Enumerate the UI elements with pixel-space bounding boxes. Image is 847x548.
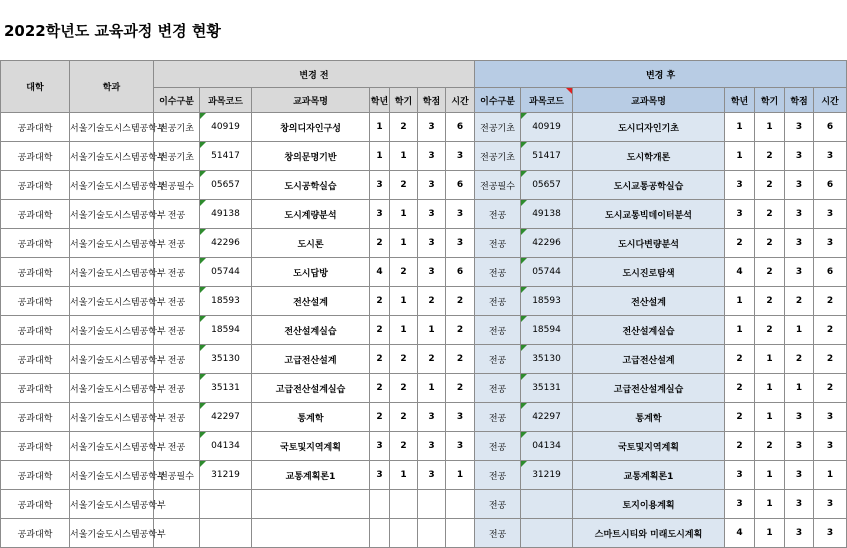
header-after-credits[interactable]: 학점: [785, 88, 814, 113]
header-after-hours[interactable]: 시간: [814, 88, 847, 113]
cell-before-grade[interactable]: 1: [370, 113, 390, 142]
cell-college[interactable]: 공과대학: [1, 287, 70, 316]
cell-after-grade[interactable]: 1: [725, 113, 755, 142]
cell-after-hours[interactable]: 3: [814, 200, 847, 229]
cell-after-category[interactable]: 전공: [475, 403, 521, 432]
cell-before-course[interactable]: 창의문명기반: [252, 142, 370, 171]
cell-before-credits[interactable]: 3: [418, 403, 446, 432]
table-row: [1, 490, 847, 519]
table-row: [1, 374, 847, 403]
cell-after-code[interactable]: 40919: [521, 113, 573, 142]
cell-after-semester[interactable]: 2: [755, 229, 785, 258]
cell-after-hours[interactable]: 3: [814, 403, 847, 432]
cell-after-hours[interactable]: 2: [814, 316, 847, 345]
cell-after-course[interactable]: 고급전산설계실습: [573, 374, 725, 403]
header-after-semester[interactable]: 학기: [755, 88, 785, 113]
cell-before-hours[interactable]: 6: [446, 113, 475, 142]
cell-after-course[interactable]: 국토및지역계획: [573, 432, 725, 461]
cell-before-credits[interactable]: 2: [418, 287, 446, 316]
cell-before-semester[interactable]: 2: [390, 374, 418, 403]
cell-after-code[interactable]: 42297: [521, 403, 573, 432]
cell-before-semester[interactable]: [390, 490, 418, 519]
cell-department[interactable]: 서울기술도시스템공학부: [70, 287, 154, 316]
cell-after-course[interactable]: 교통계획론1: [573, 461, 725, 490]
header-before-grade[interactable]: 학년: [370, 88, 390, 113]
cell-before-credits[interactable]: 3: [418, 229, 446, 258]
cell-after-course[interactable]: 고급전산설계: [573, 345, 725, 374]
cell-college[interactable]: 공과대학: [1, 229, 70, 258]
cell-before-hours[interactable]: [446, 519, 475, 548]
cell-after-category[interactable]: 전공: [475, 287, 521, 316]
cell-before-grade[interactable]: 3: [370, 432, 390, 461]
cell-after-course[interactable]: 통계학: [573, 403, 725, 432]
cell-before-category[interactable]: 전공: [154, 229, 200, 258]
cell-before-semester[interactable]: 1: [390, 287, 418, 316]
cell-after-credits[interactable]: 1: [785, 374, 814, 403]
cell-after-code[interactable]: 18594: [521, 316, 573, 345]
cell-before-credits[interactable]: 3: [418, 432, 446, 461]
cell-after-hours[interactable]: 6: [814, 258, 847, 287]
table-row: [1, 229, 847, 258]
cell-before-hours[interactable]: 2: [446, 316, 475, 345]
cell-after-code[interactable]: 42296: [521, 229, 573, 258]
cell-after-category[interactable]: 전공: [475, 316, 521, 345]
cell-before-credits[interactable]: 3: [418, 461, 446, 490]
cell-before-grade[interactable]: 3: [370, 200, 390, 229]
cell-before-course[interactable]: 교통계획론1: [252, 461, 370, 490]
cell-before-course[interactable]: [252, 490, 370, 519]
cell-before-category[interactable]: [154, 490, 200, 519]
cell-after-semester[interactable]: 2: [755, 171, 785, 200]
header-before-code[interactable]: 과목코드: [200, 88, 252, 113]
cell-before-category[interactable]: 전공필수: [154, 171, 200, 200]
cell-before-course[interactable]: 도시계량분석: [252, 200, 370, 229]
cell-before-hours[interactable]: 1: [446, 461, 475, 490]
header-before-group[interactable]: 변경 전: [154, 61, 475, 88]
table-row: [1, 345, 847, 374]
cell-college[interactable]: 공과대학: [1, 432, 70, 461]
cell-after-code[interactable]: 18593: [521, 287, 573, 316]
header-before-semester[interactable]: 학기: [390, 88, 418, 113]
table-row: [1, 432, 847, 461]
cell-after-hours[interactable]: 3: [814, 229, 847, 258]
cell-before-semester[interactable]: 2: [390, 403, 418, 432]
cell-before-category[interactable]: 전공: [154, 258, 200, 287]
cell-before-grade[interactable]: [370, 490, 390, 519]
cell-after-semester[interactable]: 2: [755, 258, 785, 287]
cell-after-semester[interactable]: 2: [755, 316, 785, 345]
cell-after-hours[interactable]: 3: [814, 519, 847, 548]
cell-college[interactable]: 공과대학: [1, 519, 70, 548]
cell-after-category[interactable]: 전공: [475, 200, 521, 229]
cell-after-credits[interactable]: 3: [785, 258, 814, 287]
cell-before-course[interactable]: [252, 519, 370, 548]
cell-after-semester[interactable]: 1: [755, 461, 785, 490]
cell-before-code[interactable]: 18593: [200, 287, 252, 316]
cell-before-category[interactable]: 전공기초: [154, 142, 200, 171]
cell-department[interactable]: 서울기술도시스템공학부: [70, 258, 154, 287]
cell-college[interactable]: 공과대학: [1, 490, 70, 519]
cell-after-hours[interactable]: 3: [814, 490, 847, 519]
cell-after-grade[interactable]: 3: [725, 171, 755, 200]
cell-before-semester[interactable]: 2: [390, 171, 418, 200]
cell-after-hours[interactable]: 3: [814, 432, 847, 461]
table-row: [1, 258, 847, 287]
cell-after-grade[interactable]: 4: [725, 519, 755, 548]
cell-before-code[interactable]: 51417: [200, 142, 252, 171]
cell-after-code[interactable]: 05657: [521, 171, 573, 200]
cell-college[interactable]: 공과대학: [1, 258, 70, 287]
cell-after-semester[interactable]: 2: [755, 200, 785, 229]
cell-before-grade[interactable]: 3: [370, 171, 390, 200]
cell-department[interactable]: 서울기술도시스템공학부: [70, 171, 154, 200]
cell-college[interactable]: 공과대학: [1, 171, 70, 200]
cell-before-code[interactable]: 31219: [200, 461, 252, 490]
cell-before-course[interactable]: 전산설계: [252, 287, 370, 316]
cell-before-code[interactable]: 04134: [200, 432, 252, 461]
cell-before-semester[interactable]: [390, 519, 418, 548]
cell-after-code[interactable]: 04134: [521, 432, 573, 461]
cell-after-hours[interactable]: 3: [814, 142, 847, 171]
cell-after-course[interactable]: 도시다변량분석: [573, 229, 725, 258]
cell-before-code[interactable]: 05744: [200, 258, 252, 287]
cell-after-semester[interactable]: 1: [755, 113, 785, 142]
cell-after-credits[interactable]: 3: [785, 171, 814, 200]
cell-after-credits[interactable]: 3: [785, 461, 814, 490]
cell-before-grade[interactable]: 2: [370, 345, 390, 374]
cell-before-credits[interactable]: 2: [418, 345, 446, 374]
cell-before-category[interactable]: 전공: [154, 287, 200, 316]
cell-after-credits[interactable]: 3: [785, 200, 814, 229]
curriculum-change-table: [0, 60, 847, 548]
header-after-course[interactable]: 교과목명: [573, 88, 725, 113]
cell-before-hours[interactable]: 2: [446, 345, 475, 374]
cell-after-code[interactable]: 49138: [521, 200, 573, 229]
cell-before-semester[interactable]: 2: [390, 432, 418, 461]
cell-before-hours[interactable]: [446, 490, 475, 519]
cell-after-code[interactable]: 51417: [521, 142, 573, 171]
cell-before-code[interactable]: 42296: [200, 229, 252, 258]
cell-after-category[interactable]: 전공필수: [475, 171, 521, 200]
cell-before-code[interactable]: 05657: [200, 171, 252, 200]
cell-before-code[interactable]: 42297: [200, 403, 252, 432]
cell-after-hours[interactable]: 1: [814, 461, 847, 490]
cell-before-credits[interactable]: 3: [418, 258, 446, 287]
cell-after-course[interactable]: 도시교통공학실습: [573, 171, 725, 200]
cell-before-code[interactable]: 49138: [200, 200, 252, 229]
cell-department[interactable]: 서울기술도시스템공학부: [70, 229, 154, 258]
cell-after-grade[interactable]: 2: [725, 229, 755, 258]
cell-after-category[interactable]: 전공: [475, 432, 521, 461]
cell-after-code[interactable]: [521, 519, 573, 548]
cell-before-grade[interactable]: 2: [370, 403, 390, 432]
cell-after-hours[interactable]: 6: [814, 113, 847, 142]
table-row: [1, 287, 847, 316]
cell-before-course[interactable]: 고급전산설계실습: [252, 374, 370, 403]
cell-after-course[interactable]: 도시교통빅데이터분석: [573, 200, 725, 229]
cell-before-semester[interactable]: 1: [390, 461, 418, 490]
table-row: [1, 142, 847, 171]
cell-after-semester[interactable]: 2: [755, 287, 785, 316]
cell-department[interactable]: 서울기술도시스템공학부: [70, 461, 154, 490]
cell-after-code[interactable]: 35130: [521, 345, 573, 374]
cell-before-credits[interactable]: 1: [418, 316, 446, 345]
cell-department[interactable]: 서울기술도시스템공학부: [70, 519, 154, 548]
cell-college[interactable]: 공과대학: [1, 461, 70, 490]
cell-before-course[interactable]: 국토및지역계획: [252, 432, 370, 461]
cell-before-code[interactable]: 40919: [200, 113, 252, 142]
cell-after-category[interactable]: 전공: [475, 461, 521, 490]
cell-after-category[interactable]: 전공: [475, 490, 521, 519]
cell-before-course[interactable]: 도시론: [252, 229, 370, 258]
cell-after-credits[interactable]: 1: [785, 316, 814, 345]
cell-after-credits[interactable]: 3: [785, 490, 814, 519]
cell-after-semester[interactable]: 1: [755, 345, 785, 374]
cell-after-grade[interactable]: 3: [725, 490, 755, 519]
cell-college[interactable]: 공과대학: [1, 142, 70, 171]
cell-before-category[interactable]: 전공: [154, 432, 200, 461]
cell-after-credits[interactable]: 2: [785, 345, 814, 374]
cell-after-grade[interactable]: 2: [725, 403, 755, 432]
cell-after-grade[interactable]: 4: [725, 258, 755, 287]
cell-before-semester[interactable]: 2: [390, 113, 418, 142]
table-row: [1, 316, 847, 345]
cell-before-credits[interactable]: 3: [418, 113, 446, 142]
cell-before-hours[interactable]: 6: [446, 171, 475, 200]
cell-college[interactable]: 공과대학: [1, 403, 70, 432]
cell-before-code[interactable]: 35131: [200, 374, 252, 403]
cell-after-course[interactable]: 전산설계: [573, 287, 725, 316]
cell-before-semester[interactable]: 2: [390, 258, 418, 287]
cell-after-credits[interactable]: 3: [785, 229, 814, 258]
cell-after-category[interactable]: 전공: [475, 258, 521, 287]
cell-after-grade[interactable]: 1: [725, 287, 755, 316]
cell-after-grade[interactable]: 1: [725, 316, 755, 345]
cell-department[interactable]: 서울기술도시스템공학부: [70, 113, 154, 142]
cell-after-semester[interactable]: 2: [755, 432, 785, 461]
cell-after-grade[interactable]: 2: [725, 374, 755, 403]
cell-before-grade[interactable]: 2: [370, 316, 390, 345]
table-row: [1, 519, 847, 548]
header-college[interactable]: 대학: [1, 61, 70, 113]
cell-department[interactable]: 서울기술도시스템공학부: [70, 142, 154, 171]
cell-before-grade[interactable]: 2: [370, 229, 390, 258]
cell-before-credits[interactable]: 3: [418, 142, 446, 171]
cell-before-grade[interactable]: 2: [370, 287, 390, 316]
cell-before-credits[interactable]: [418, 519, 446, 548]
header-department[interactable]: 학과: [70, 61, 154, 113]
cell-after-semester[interactable]: 1: [755, 374, 785, 403]
header-after-code[interactable]: 과목코드: [521, 88, 573, 113]
sheet-title: 2022학년도 교육과정 변경 현황: [4, 22, 221, 40]
cell-after-course[interactable]: 전산설계실습: [573, 316, 725, 345]
header-before-category[interactable]: 이수구분: [154, 88, 200, 113]
cell-college[interactable]: 공과대학: [1, 374, 70, 403]
cell-before-course[interactable]: 고급전산설계: [252, 345, 370, 374]
cell-after-hours[interactable]: 2: [814, 287, 847, 316]
cell-before-semester[interactable]: 1: [390, 316, 418, 345]
cell-before-grade[interactable]: 1: [370, 142, 390, 171]
cell-after-credits[interactable]: 2: [785, 287, 814, 316]
cell-after-category[interactable]: 전공: [475, 519, 521, 548]
cell-after-category[interactable]: 전공기초: [475, 113, 521, 142]
cell-before-category[interactable]: 전공: [154, 316, 200, 345]
cell-after-course[interactable]: 도시디자인기초: [573, 113, 725, 142]
cell-before-hours[interactable]: 3: [446, 200, 475, 229]
cell-department[interactable]: 서울기술도시스템공학부: [70, 316, 154, 345]
cell-before-category[interactable]: 전공: [154, 403, 200, 432]
cell-after-code[interactable]: 05744: [521, 258, 573, 287]
cell-before-semester[interactable]: 1: [390, 142, 418, 171]
cell-before-grade[interactable]: 4: [370, 258, 390, 287]
cell-before-hours[interactable]: 2: [446, 287, 475, 316]
header-before-credits[interactable]: 학점: [418, 88, 446, 113]
cell-after-credits[interactable]: 3: [785, 519, 814, 548]
cell-after-course[interactable]: 도시진로탐색: [573, 258, 725, 287]
header-after-grade[interactable]: 학년: [725, 88, 755, 113]
cell-before-semester[interactable]: 1: [390, 200, 418, 229]
cell-college[interactable]: 공과대학: [1, 345, 70, 374]
cell-before-semester[interactable]: 1: [390, 229, 418, 258]
cell-after-grade[interactable]: 3: [725, 461, 755, 490]
cell-before-code[interactable]: 35130: [200, 345, 252, 374]
cell-before-hours[interactable]: 3: [446, 229, 475, 258]
cell-before-category[interactable]: 전공기초: [154, 113, 200, 142]
table-row: [1, 461, 847, 490]
cell-before-category[interactable]: 전공: [154, 200, 200, 229]
cell-after-course[interactable]: 토지이용계획: [573, 490, 725, 519]
cell-before-hours[interactable]: 6: [446, 258, 475, 287]
cell-college[interactable]: 공과대학: [1, 113, 70, 142]
cell-before-semester[interactable]: 2: [390, 345, 418, 374]
cell-after-course[interactable]: 도시학개론: [573, 142, 725, 171]
cell-department[interactable]: 서울기술도시스템공학부: [70, 403, 154, 432]
cell-college[interactable]: 공과대학: [1, 316, 70, 345]
cell-after-grade[interactable]: 2: [725, 432, 755, 461]
header-after-category[interactable]: 이수구분: [475, 88, 521, 113]
cell-before-category[interactable]: 전공: [154, 374, 200, 403]
cell-before-code[interactable]: 18594: [200, 316, 252, 345]
table-row: [1, 171, 847, 200]
cell-before-course[interactable]: 통계학: [252, 403, 370, 432]
cell-after-credits[interactable]: 3: [785, 142, 814, 171]
cell-before-credits[interactable]: 3: [418, 171, 446, 200]
cell-before-grade[interactable]: [370, 519, 390, 548]
cell-after-semester[interactable]: 1: [755, 490, 785, 519]
header-after-group[interactable]: 변경 후: [475, 61, 847, 88]
cell-before-credits[interactable]: 3: [418, 200, 446, 229]
cell-after-hours[interactable]: 2: [814, 374, 847, 403]
cell-department[interactable]: 서울기술도시스템공학부: [70, 200, 154, 229]
cell-before-category[interactable]: [154, 519, 200, 548]
cell-after-code[interactable]: 31219: [521, 461, 573, 490]
cell-after-category[interactable]: 전공: [475, 229, 521, 258]
cell-after-category[interactable]: 전공: [475, 374, 521, 403]
cell-department[interactable]: 서울기술도시스템공학부: [70, 374, 154, 403]
cell-after-credits[interactable]: 3: [785, 113, 814, 142]
table-row: [1, 113, 847, 142]
cell-after-grade[interactable]: 1: [725, 142, 755, 171]
header-before-course[interactable]: 교과목명: [252, 88, 370, 113]
cell-college[interactable]: 공과대학: [1, 200, 70, 229]
cell-after-hours[interactable]: 2: [814, 345, 847, 374]
cell-after-hours[interactable]: 6: [814, 171, 847, 200]
cell-after-semester[interactable]: 2: [755, 142, 785, 171]
cell-before-hours[interactable]: 3: [446, 403, 475, 432]
cell-before-course[interactable]: 전산설계실습: [252, 316, 370, 345]
cell-after-category[interactable]: 전공기초: [475, 142, 521, 171]
cell-before-grade[interactable]: 2: [370, 374, 390, 403]
cell-before-credits[interactable]: 1: [418, 374, 446, 403]
cell-department[interactable]: 서울기술도시스템공학부: [70, 345, 154, 374]
cell-after-course[interactable]: 스마트시티와 미래도시계획: [573, 519, 725, 548]
cell-department[interactable]: 서울기술도시스템공학부: [70, 490, 154, 519]
cell-after-code[interactable]: [521, 490, 573, 519]
cell-before-hours[interactable]: 3: [446, 142, 475, 171]
cell-before-code[interactable]: [200, 519, 252, 548]
cell-after-code[interactable]: 35131: [521, 374, 573, 403]
cell-before-hours[interactable]: 3: [446, 432, 475, 461]
table-row: [1, 403, 847, 432]
cell-before-category[interactable]: 전공: [154, 345, 200, 374]
cell-after-grade[interactable]: 2: [725, 345, 755, 374]
cell-after-credits[interactable]: 3: [785, 432, 814, 461]
cell-after-category[interactable]: 전공: [475, 345, 521, 374]
cell-after-semester[interactable]: 1: [755, 403, 785, 432]
cell-after-semester[interactable]: 1: [755, 519, 785, 548]
header-before-hours[interactable]: 시간: [446, 88, 475, 113]
cell-before-credits[interactable]: [418, 490, 446, 519]
cell-before-course[interactable]: 창의디자인구성: [252, 113, 370, 142]
cell-after-grade[interactable]: 3: [725, 200, 755, 229]
cell-department[interactable]: 서울기술도시스템공학부: [70, 432, 154, 461]
cell-after-credits[interactable]: 3: [785, 403, 814, 432]
cell-before-course[interactable]: 도시공학실습: [252, 171, 370, 200]
cell-before-hours[interactable]: 2: [446, 374, 475, 403]
table-row: [1, 200, 847, 229]
cell-before-category[interactable]: 전공필수: [154, 461, 200, 490]
cell-before-grade[interactable]: 3: [370, 461, 390, 490]
cell-before-code[interactable]: [200, 490, 252, 519]
cell-before-course[interactable]: 도시답방: [252, 258, 370, 287]
